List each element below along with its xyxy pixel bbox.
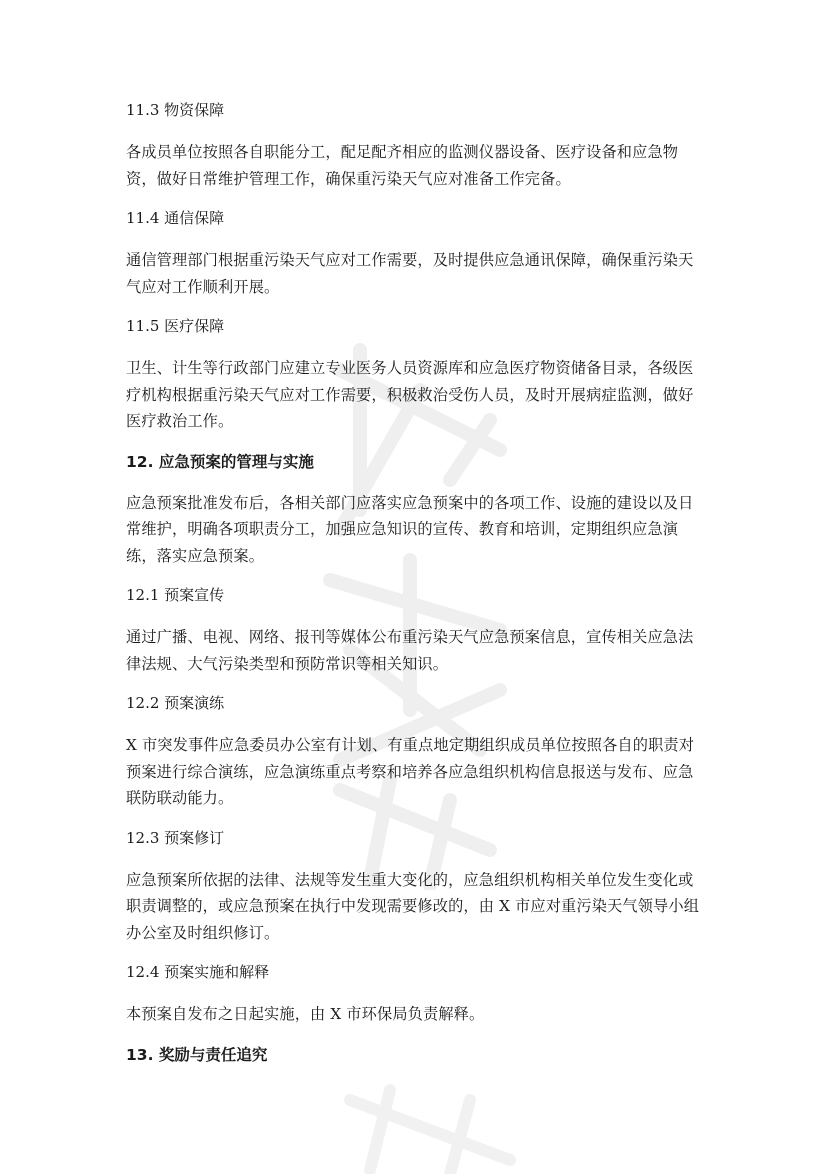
heading-11-5: 11.5 医疗保障 xyxy=(126,317,225,335)
paragraph-12-1: 通过广播、电视、网络、报刊等媒体公布重污染天气应急预案信息，宣传相关应急法律法规、大气污染类型和预防常识等相关知识。 xyxy=(126,628,694,673)
paragraph-11-3: 各成员单位按照各自职能分工，配足配齐相应的监测仪器设备、医疗设备和应急物资，做好日常维护管理工作，确保重污染天气应对准备工作完备。 xyxy=(126,143,679,188)
heading-12-4: 12.4 预案实施和解释 xyxy=(126,963,270,981)
heading-12-3: 12.3 预案修订 xyxy=(126,828,225,847)
paragraph-11-4: 通信管理部门根据重污染天气应对工作需要，及时提供应急通讯保障，确保重污染天气应对工作顺利开展。 xyxy=(126,251,694,296)
paragraph-11-5: 卫生、计生等行政部门应建立专业医务人员资源库和应急医疗物资储备目录，各级医疗机构根据重污染天气应对工作需要，积极救治受伤人员，及时开展病症监测，做好医疗救治工作。 xyxy=(126,359,694,430)
paragraph-12-2: X 市突发事件应急委员办公室有计划、有重点地定期组织成员单位按照各自的职责对预案进行综合演练，应急演练重点考察和培养各应急组织机构信息报送与发布、应急联防联动能力。 xyxy=(126,736,695,807)
heading-12-2: 12.2 预案演练 xyxy=(126,694,225,712)
section-13-title: 13. 奖励与责任追究 xyxy=(126,1045,268,1064)
paragraph-12: 应急预案批准发布后，各相关部门应落实应急预案中的各项工作、设施的建设以及日常维护，明确各项职责分工，加强应急知识的宣传、教育和培训，定期组织应急演练，落实应急预案。 xyxy=(126,493,694,565)
paragraph-12-3: 应急预案所依据的法律、法规等发生重大变化的，应急组织机构相关单位发生变化或职责调整的，或应急预案在执行中发现需要修改的，由 X 市应对重污染天气领导小组办公室及时组织修订。 xyxy=(126,870,700,942)
watermark-fragment xyxy=(330,1080,530,1174)
document-content xyxy=(126,100,706,1083)
section-12-title: 12. 应急预案的管理与实施 xyxy=(126,452,314,471)
heading-12-1: 12.1 预案宣传 xyxy=(126,586,225,604)
paragraph-12-4: 本预案自发布之日起实施，由 X 市环保局负责解释。 xyxy=(126,1005,485,1023)
heading-11-3: 11.3 物资保障 xyxy=(126,101,225,119)
heading-11-4: 11.4 通信保障 xyxy=(126,209,225,227)
